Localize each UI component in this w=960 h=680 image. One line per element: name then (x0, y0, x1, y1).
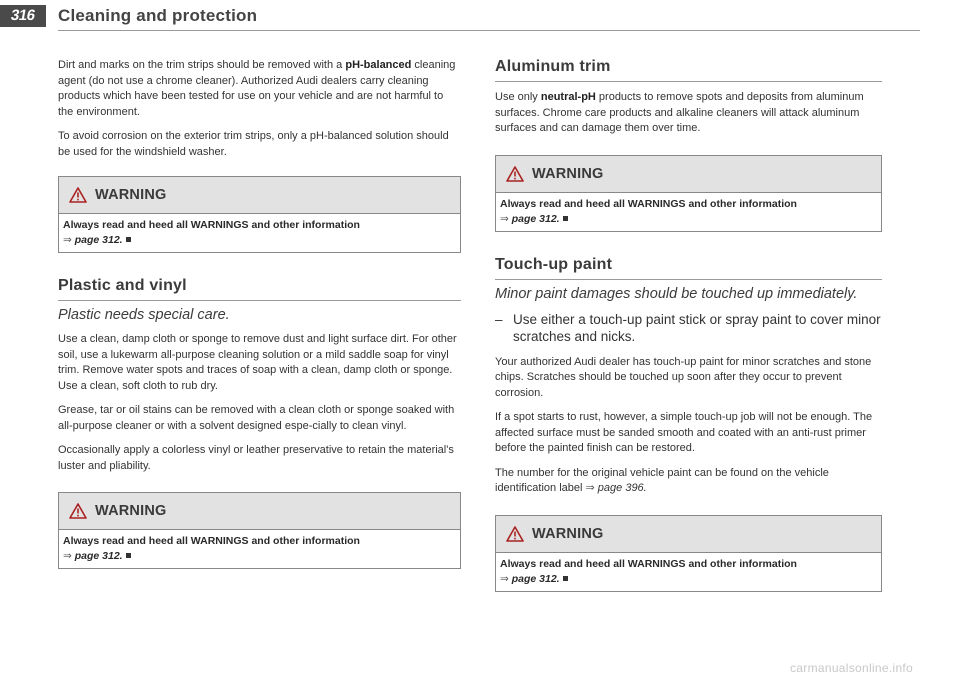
warning-text: Always read and heed all WARNINGS and other information ⇒ page 312. (500, 557, 797, 585)
end-mark-icon (126, 553, 131, 558)
corrosion-paragraph: To avoid corrosion on the exterior trim strips, only a pH-balanced solution should be used for the windshield washer. (58, 130, 449, 158)
warning-triangle-icon (506, 526, 524, 542)
warning-title: WARNING (532, 165, 604, 182)
touch-up-subtitle: Minor paint damages should be touched up immediately. (495, 285, 858, 302)
touch-up-paragraph-1: Your authorized Audi dealer has touch-up paint for minor scratches and stone chips. Scratches should be touched up soon after they occur to prevent corrosion. (495, 355, 872, 399)
warning-header (59, 493, 460, 530)
warning-triangle-icon (69, 503, 87, 519)
left-column (58, 58, 461, 569)
watermark-text: carmanualsonline.info (790, 661, 914, 675)
page-reference-link[interactable]: page 312. (511, 212, 560, 225)
warning-title: WARNING (95, 187, 167, 203)
touch-up-paint-heading: Touch-up paint (495, 256, 882, 280)
plastic-subtitle: Plastic needs special care. (58, 307, 230, 323)
end-mark-icon (126, 237, 131, 242)
page-reference-link[interactable]: page 312. (511, 572, 560, 585)
plastic-paragraph-3: Occasionally apply a colorless vinyl or leather preservative to retain the material's luster and pliability. (58, 444, 454, 472)
warning-title: WARNING (95, 503, 167, 519)
aluminum-paragraph: Use only neutral-pH products to remove spots and deposits from aluminum surfaces. Chrome care products and alkaline cleaners will attack aluminum surfaces and can damage them over time. (495, 91, 864, 134)
warning-triangle-icon (69, 187, 87, 203)
page-header (0, 0, 960, 34)
end-mark-icon (563, 216, 568, 221)
warning-header (59, 177, 460, 214)
warning-text: Always read and heed all WARNINGS and other information ⇒ page 312. (63, 219, 360, 246)
warning-text: Always read and heed all WARNINGS and other information ⇒ page 312. (63, 535, 360, 562)
header-divider (58, 30, 920, 31)
page-reference-link[interactable]: page 396. (597, 482, 647, 494)
page-reference-link[interactable]: page 312. (74, 234, 123, 246)
aluminum-trim-heading: Aluminum trim (495, 58, 882, 82)
touch-up-paragraph-2: If a spot starts to rust, however, a simple touch-up job will not be enough. The affected surface must be sanded smooth and coated with an anti-rust primer before the painted finish can be restored. (495, 411, 873, 454)
instruction-step: – Use either a touch-up paint stick or spray paint to cover minor scratches and nicks. (495, 311, 881, 344)
trim-strips-paragraph: Dirt and marks on the trim strips should be removed with a pH-balanced cleaning agent (do not use a chrome cleaner). Authorized Audi dealers carry cleaning products which have been tested for use on your vehicle and are not harmful to the environment. (58, 59, 456, 118)
plastic-vinyl-heading: Plastic and vinyl (58, 277, 461, 301)
warning-triangle-icon (506, 166, 524, 182)
plastic-paragraph-2: Grease, tar or oil stains can be removed with a clean cloth or sponge soaked with all-purpose cleaner or with a solvent designed espe-cially to clean vinyl. (58, 404, 455, 432)
warning-box (495, 515, 882, 592)
warning-header (496, 156, 881, 193)
warning-text: Always read and heed all WARNINGS and other information ⇒ page 312. (500, 197, 797, 225)
end-mark-icon (563, 576, 568, 581)
warning-box (58, 492, 461, 569)
plastic-paragraph-1: Use a clean, damp cloth or sponge to remove dust and light surface dirt. For other soil, use a lukewarm all-purpose cleaning solution or a mild saddle soap for vinyl trim. Remove water spots and traces of soap with a clean, damp cloth or sponge. Use a clean, soft cloth to rub dry. (58, 333, 457, 392)
warning-box (495, 155, 882, 232)
warning-title: WARNING (532, 525, 604, 542)
page-reference-link[interactable]: page 312. (74, 550, 123, 562)
warning-box (58, 176, 461, 253)
right-column (495, 58, 882, 592)
page-number: 316 (0, 5, 46, 27)
section-title: Cleaning and protection (58, 6, 258, 25)
touch-up-paragraph-3: The number for the original vehicle paint can be found on the vehicle identification label ⇒ page 396. (495, 466, 829, 494)
warning-header (496, 516, 881, 553)
